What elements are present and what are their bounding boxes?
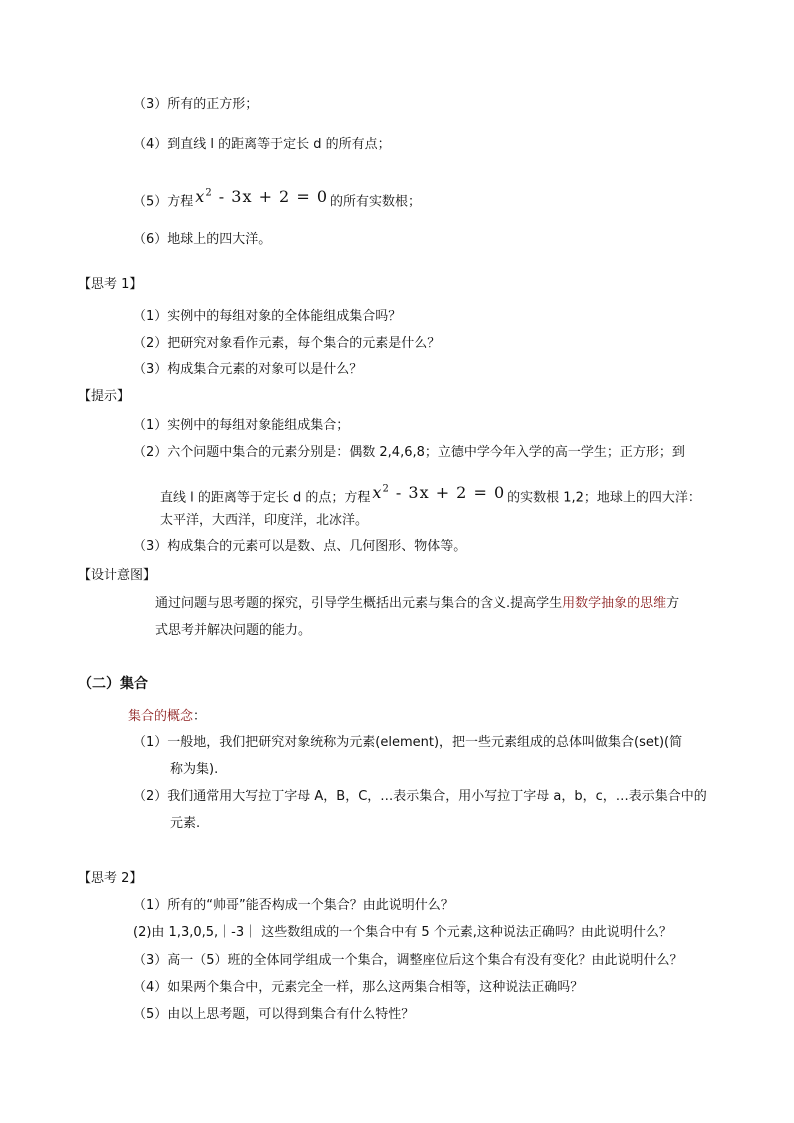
hint-answer-2-line-3: 太平洋，大西洋，印度洋，北冰洋。	[160, 513, 369, 528]
hint-equation-rest: - 3x + 2 = 0	[395, 483, 506, 503]
hint-equation-var: x	[372, 483, 383, 503]
think2-question-5: （5）由以上思考题，可以得到集合有什么特性？	[133, 1007, 415, 1022]
equation-exp: 2	[205, 188, 213, 199]
concept-para-1-line-1: （1）一般地，我们把研究对象统称为元素(element)，把一些元素组成的总体叫做集合(set)(简	[133, 735, 683, 750]
example-item-4: （4）到直线 l 的距离等于定长 d 的所有点；	[133, 137, 391, 152]
think2-title: 【思考 2】	[78, 871, 143, 886]
think2-question-3: （3）高一（5）班的全体同学组成一个集合，调整座位后这个集合有没有变化？由此说明什么？	[133, 953, 683, 968]
example-item-5	[133, 188, 421, 211]
hint-answer-2-line-2	[160, 484, 701, 507]
design-line-1	[155, 595, 679, 613]
think1-title: 【思考 1】	[78, 277, 143, 292]
concept-label-text: 集合的概念	[128, 709, 194, 724]
hint-answer-3: （3）构成集合的元素可以是数、点、几何图形、物体等。	[133, 539, 467, 554]
design-line-1-b: 方	[666, 596, 680, 611]
example-item-5-prefix: （5）方程	[133, 194, 194, 210]
example-item-5-suffix: 的所有实数根；	[330, 194, 422, 210]
section-title: （二）集合	[78, 676, 148, 692]
think1-question-1: （1）实例中的每组对象的全体能组成集合吗？	[133, 309, 402, 324]
concept-para-2-line-1: （2）我们通常用大写拉丁字母 A，B，C，…表示集合，用小写拉丁字母 a，b，c，…表示集合中的	[133, 789, 707, 804]
design-line-2: 式思考并解决问题的能力。	[155, 623, 312, 638]
hint-title: 【提示】	[78, 389, 131, 404]
design-line-1-a: 通过问题与思考题的探究，引导学生概括出元素与集合的含义.提高学生	[155, 596, 563, 611]
equation	[195, 187, 328, 206]
hint-equation	[372, 483, 505, 502]
example-item-3: （3）所有的正方形；	[133, 97, 259, 112]
concept-label	[128, 708, 206, 726]
hint-answer-2-prefix: 直线 l 的距离等于定长 d 的点；方程	[160, 490, 371, 506]
example-item-6: （6）地球上的四大洋。	[133, 232, 272, 247]
hint-answer-2-line-1: （2）六个问题中集合的元素分别是：偶数 2,4,6,8；立德中学今年入学的高一学生；正方形；到	[133, 445, 685, 460]
concept-label-colon: ：	[193, 709, 207, 724]
hint-equation-exp: 2	[382, 484, 390, 495]
design-title: 【设计意图】	[78, 568, 157, 583]
concept-para-1-line-2: 称为集).	[170, 762, 219, 777]
think2-question-1: （1）所有的“帅哥”能否构成一个集合？由此说明什么？	[133, 898, 454, 913]
think2-question-2: (2)由 1,3,0,5,｜-3｜ 这些数组成的一个集合中有 5 个元素,这种说法正确吗？由此说明什么？	[133, 925, 672, 940]
equation-rest: - 3x + 2 = 0	[218, 187, 328, 207]
design-highlight: 用数学抽象的思维	[562, 596, 667, 611]
equation-var: x	[195, 187, 206, 207]
think1-question-3: （3）构成集合元素的对象可以是什么？	[133, 362, 363, 377]
hint-answer-2-suffix: 的实数根 1,2；地球上的四大洋：	[507, 490, 701, 506]
think2-question-4: （4）如果两个集合中，元素完全一样，那么这两集合相等，这种说法正确吗？	[133, 980, 584, 995]
concept-para-2-line-2: 元素.	[170, 816, 201, 831]
hint-answer-1: （1）实例中的每组对象能组成集合；	[133, 418, 350, 433]
think1-question-2: （2）把研究对象看作元素，每个集合的元素是什么？	[133, 336, 441, 351]
